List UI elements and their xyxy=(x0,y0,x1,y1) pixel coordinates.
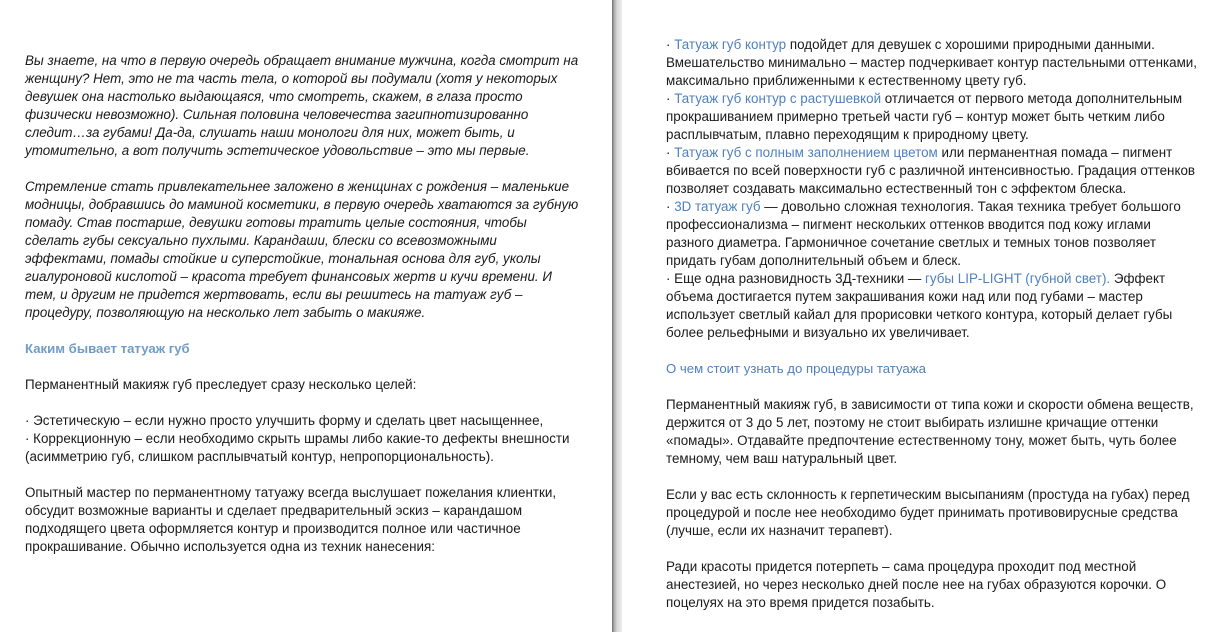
technique-item: · Татуаж губ с полным заполнением цветом или перманентная помада – пигмент вбивается по всей поверхности губ с различной интенсивностью. Градация оттенков позволяет создавать максимально естественный тон с эффектом блеска. xyxy=(666,145,1196,196)
motivation-paragraph: Стремление стать привлекательнее заложено в женщинах с рождения – маленькие модницы, добравшись до маминой косметики, в первую очередь хватаются за губную помаду. Став постарше, девушки готовы тратить целые состояния, чтобы сделать губы сексуально пухлыми. Карандаши, блески со всевозможными эффектами, помады стойкие и суперстойкие, тональная основа для губ, уколы гиалуроновой кислотой – красота требует финансовых жертв и кучи времени. И тем, и другим не придется жертвовать, если вы решитесь на татуаж губ – процедуру, позволяющую на несколько лет забыть о макияже. xyxy=(25,179,579,320)
technique-item: · Еще одна разновидность 3Д-техники — губы LIP-LIGHT (губной свет). Эффект объема достигается путем закрашивания кожи над или под губами – мастер использует светлый кайал для прорисовки четкого контура, который делает губы более рельефными и визуально их увеличивает. xyxy=(666,271,1173,340)
anesthesia-paragraph: Ради красоты придется потерпеть – сама процедура проходит под местной анестезией, но через несколько дней после нее на губах образуются корочки. О поцелуях на это время придется позабыть. xyxy=(666,559,1167,610)
technique-link-3d[interactable]: 3D татуаж губ xyxy=(674,199,761,214)
page-left-content xyxy=(25,52,580,574)
document-page-right xyxy=(622,0,1214,632)
duration-paragraph: Перманентный макияж губ, в зависимости от типа кожи и скорости обмена веществ, держится от 3 до 5 лет, поэтому не стоит выбирать излишне кричащие оттенки «помады». Отдавайте предпочтение естественному тону, может быть, чуть более темному, чем ваш натуральный цвет. xyxy=(666,397,1194,466)
master-paragraph: Опытный мастер по перманентному татуажу всегда выслушает пожелания клиентки, обсудит возможные варианты и сделает предварительный эскиз – карандашом подходящего цвета оформляется контур и производится полное или частичное прокрашивание. Обычно используется одна из техник нанесения: xyxy=(25,485,557,554)
goals-paragraph: Перманентный макияж губ преследует сразу несколько целей: xyxy=(25,377,417,392)
technique-link-shading[interactable]: Татуаж губ контур с растушевкой xyxy=(674,91,882,106)
herpes-paragraph: Если у вас есть склонность к герпетическим высыпаниям (простуда на губах) перед процедурой и после нее необходимо будет принимать противовирусные средства (лучше, если их назначит терапевт). xyxy=(666,487,1190,538)
technique-item: · Татуаж губ контур подойдет для девушек с хорошими природными данными. Вмешательство минимально – мастер подчеркивает контур пастельными оттенками, максимально приближенными к естественному цвету губ. xyxy=(666,37,1197,88)
page-right-content xyxy=(666,36,1201,630)
technique-link-lip-light[interactable]: губы LIP-LIGHT (губной свет). xyxy=(925,271,1111,286)
technique-item: · Татуаж губ контур с растушевкой отличается от первого метода дополнительным прокрашиванием примерно третьей части губ – контур может быть четким либо расплывчатым, плавно переходящим к природному цвету. xyxy=(666,91,1183,142)
section-heading-types: Каким бывает татуаж губ xyxy=(25,341,190,356)
technique-item: · 3D татуаж губ — довольно сложная технология. Такая техника требует большого профессионализма – пигмент нескольких оттенков вводится под кожу иглами разного диаметра. Гармоничное сочетание светлых и темных тонов позволяет придать губам дополнительный объем и блеск. xyxy=(666,199,1181,268)
technique-link-full-fill[interactable]: Татуаж губ с полным заполнением цветом xyxy=(674,145,938,160)
page-gutter-shadow xyxy=(612,0,622,632)
section-heading-before-procedure: О чем стоит узнать до процедуры татуажа xyxy=(666,361,926,376)
goal-bullet-aesthetic: · Эстетическую – если нужно просто улучшить форму и сделать цвет насыщеннее, xyxy=(25,413,544,428)
technique-link-contour[interactable]: Татуаж губ контур xyxy=(674,37,787,52)
intro-paragraph: Вы знаете, на что в первую очередь обращает внимание мужчина, когда смотрит на женщину? Нет, это не та часть тела, о которой вы подумали (хотя у некоторых девушек она настолько выдающаяся, что смотреть, скажем, в глаза просто физически невозможно). Сильная половина человечества загипнотизированно следит…за губами! Да-да, слушать наши монологи для них, может быть, и утомительно, а вот получить эстетическое удовольствие – это мы первые. xyxy=(25,53,579,158)
goal-bullet-corrective: · Коррекционную – если необходимо скрыть шрамы либо какие-то дефекты внешности (асимметрию губ, слишком расплывчатый контур, непропорциональность). xyxy=(25,431,570,464)
